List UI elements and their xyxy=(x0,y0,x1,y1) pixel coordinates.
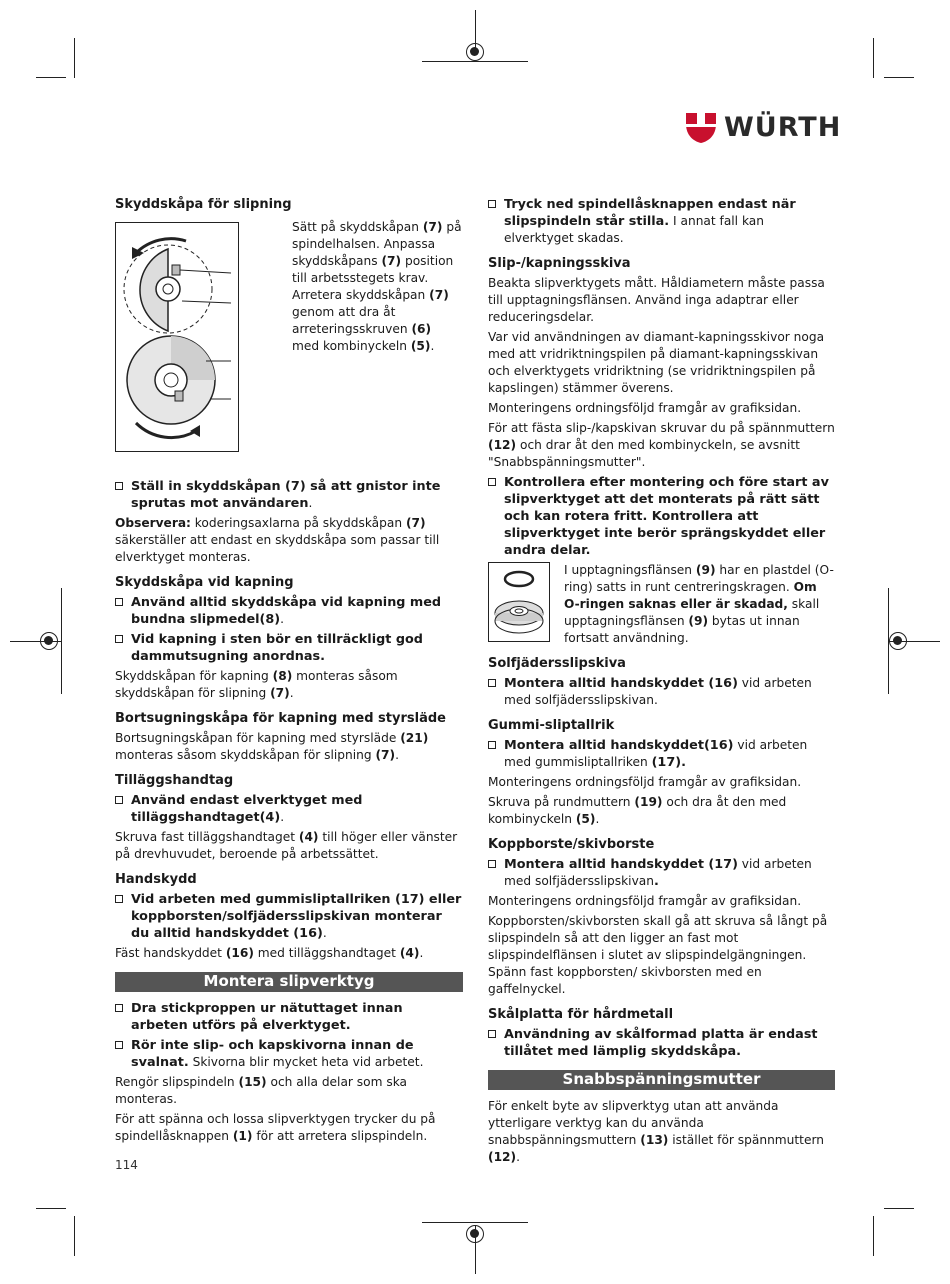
paragraph: Observera: koderingsaxlarna på skyddskåpan (7) säkerställer att endast en skyddskåpa som passar till elverktyget monteras. xyxy=(115,516,440,564)
crop-mark xyxy=(36,77,66,78)
paragraph: Var vid användningen av diamant-kapningsskivor noga med att vridriktningspilen på diamant-kapningsskivan och elverktygets vridriktning (se vridriktningspilen på kapslingen) stämmer överens. xyxy=(488,330,825,395)
section-title: Handskydd xyxy=(115,872,197,887)
wurth-logo-icon xyxy=(684,110,718,144)
crop-mark xyxy=(422,61,528,62)
paragraph: Koppborsten/skivborsten skall gå att skruva så långt på slipspindeln så att den ligger an fast mot slipspindelflänsen i slutet av slipspindelgängningen. Spänn fast koppborsten/ skivborsten med en gaffelnyckel. xyxy=(488,914,828,996)
registration-mark-icon xyxy=(466,43,484,61)
paragraph: Monteringens ordningsföljd framgår av grafiksidan. xyxy=(488,401,802,415)
bullet-item: Använd endast elverktyget med tilläggshandtaget(4). xyxy=(115,792,463,826)
paragraph: För att spänna och lossa slipverktygen trycker du på spindellåsknappen (1) för att arretera slipspindeln. xyxy=(115,1112,436,1143)
section-title: Solfjädersslipskiva xyxy=(488,656,626,671)
section-banner: Montera slipverktyg xyxy=(115,972,463,992)
figure-paragraph: I upptagningsflänsen (9) har en plastdel (O-ring) satts in runt centreringskragen. Om O-ringen saknas eller är skadad, skall upptagningsflänsen (9) bytas ut innan fortsatt användning. xyxy=(488,562,835,647)
section-title: Skålplatta för hårdmetall xyxy=(488,1007,674,1022)
paragraph: För att fästa slip-/kapskivan skruvar du på spännmuttern (12) och drar åt den med kombinyckeln, se avsnitt "Snabbspänningsmutter". xyxy=(488,421,835,469)
paragraph: Skruva fast tilläggshandtaget (4) till höger eller vänster på drevhuvudet, beroende på arbetssättet. xyxy=(115,830,458,861)
bullet-item: Dra stickproppen ur nätuttaget innan arbeten utförs på elverktyget. xyxy=(115,1000,463,1034)
crop-mark xyxy=(884,77,914,78)
bullet-item: Kontrollera efter montering och före start av slipverktyget att det monterats på rätt sätt och kan rotera fritt. Kontrollera att slipverktyget inte berör sprängskyddet eller andra delar. xyxy=(488,474,835,559)
crop-mark xyxy=(74,38,75,78)
bullet-item: Montera alltid handskyddet (17) vid arbeten med solfjädersslipskivan. xyxy=(488,856,835,890)
bullet-item: Rör inte slip- och kapskivorna innan de svalnat. Skivorna blir mycket heta vid arbetet. xyxy=(115,1037,463,1071)
left-column xyxy=(115,196,463,1148)
section-title: Tilläggshandtag xyxy=(115,773,234,788)
flange-diagram xyxy=(488,562,550,642)
bullet-item: Använd alltid skyddskåpa vid kapning med bundna slipmedel(8). xyxy=(115,594,463,628)
paragraph: Monteringens ordningsföljd framgår av grafiksidan. xyxy=(488,894,802,908)
crop-mark xyxy=(36,1208,66,1209)
crop-mark xyxy=(422,1222,528,1223)
section-title: Skyddskåpa vid kapning xyxy=(115,575,294,590)
paragraph: Fäst handskyddet (16) med tilläggshandtaget (4). xyxy=(115,946,424,960)
bullet-item: Ställ in skyddskåpan (7) så att gnistor inte sprutas mot användaren. xyxy=(115,478,463,512)
bullet-item: Vid arbeten med gummisliptallriken (17) eller koppborsten/solfjädersslipskivan monterar du alltid handskyddet (16). xyxy=(115,891,463,942)
paragraph: Bortsugningskåpan för kapning med styrsläde (21) monteras såsom skyddskåpan för slipning (7). xyxy=(115,731,429,762)
section-title: Skyddskåpa för slipning xyxy=(115,197,292,212)
crop-mark xyxy=(873,1216,874,1256)
paragraph: För enkelt byte av slipverktyg utan att använda ytterligare verktyg kan du använda snabbspänningsmuttern (13) istället för spännmuttern (12). xyxy=(488,1099,824,1164)
section-title: Slip-/kapningsskiva xyxy=(488,256,631,271)
logo-text: WÜRTH xyxy=(724,111,842,143)
paragraph: Beakta slipverktygets mått. Håldiametern måste passa till upptagningsflänsen. Använd inga adaptrar eller reduceringsdelar. xyxy=(488,276,825,324)
crop-mark xyxy=(74,1216,75,1256)
bullet-item: Tryck ned spindellåsknappen endast när slipspindeln står stilla. I annat fall kan elverktyget skadas. xyxy=(488,196,835,247)
registration-mark-icon xyxy=(40,632,58,650)
section-title: Bortsugningskåpa för kapning med styrsläde xyxy=(115,711,446,726)
registration-mark-icon xyxy=(466,1225,484,1243)
bullet-item: Montera alltid handskyddet(16) vid arbeten med gummisliptallriken (17). xyxy=(488,737,835,771)
crop-mark xyxy=(61,588,62,694)
right-column xyxy=(488,196,835,1169)
paragraph: Skyddskåpan för kapning (8) monteras såsom skyddskåpan för slipning (7). xyxy=(115,669,398,700)
bullet-item: Användning av skålformad platta är endast tillåtet med lämplig skyddskåpa. xyxy=(488,1026,835,1060)
crop-mark xyxy=(884,1208,914,1209)
section-banner: Snabbspänningsmutter xyxy=(488,1070,835,1090)
paragraph: Skruva på rundmuttern (19) och dra åt den med kombinyckeln (5). xyxy=(488,795,787,826)
paragraph: Monteringens ordningsföljd framgår av grafiksidan. xyxy=(488,775,802,789)
bullet-item: Vid kapning i sten bör en tillräckligt god dammutsugning anordnas. xyxy=(115,631,463,665)
section-title: Koppborste/skivborste xyxy=(488,837,655,852)
wurth-logo xyxy=(684,110,841,144)
section-title: Gummi-sliptallrik xyxy=(488,718,615,733)
paragraph: Rengör slipspindeln (15) och alla delar som ska monteras. xyxy=(115,1075,408,1106)
registration-mark-icon xyxy=(889,632,907,650)
page-number: 114 xyxy=(115,1158,138,1172)
bullet-item: Montera alltid handskyddet (16) vid arbeten med solfjädersslipskivan. xyxy=(488,675,835,709)
crop-mark xyxy=(873,38,874,78)
fig1-description: Sätt på skyddskåpan (7) på spindelhalsen. Anpassa skyddskåpans (7) position till arbetsstegets krav. Arretera skyddskåpan (7) genom att dra åt arreteringsskruven (6) med kombinyckeln (5). xyxy=(292,220,462,353)
